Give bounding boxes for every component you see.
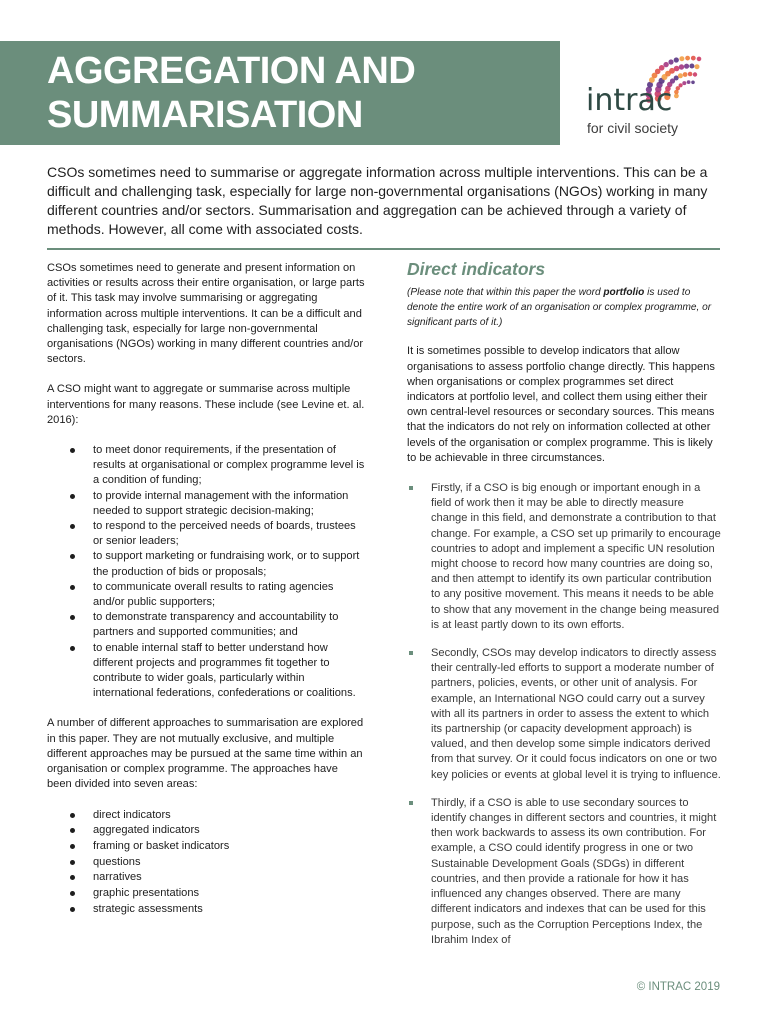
logo-dot <box>695 64 700 69</box>
page-title <box>47 49 415 137</box>
left-column <box>47 261 365 932</box>
logo-dot <box>679 56 684 61</box>
list-item: framing or basket indicators <box>69 839 365 854</box>
list-item: to respond to the perceived needs of boards, trustees or senior leaders; <box>69 519 365 549</box>
left-paragraph: A number of different approaches to summarisation are explored in this paper. They are not mutually exclusive, and multiple different approaches may be pursued at the same time within an organisation or complex programme. The approaches have been divided into seven areas: <box>47 717 364 791</box>
circumstances-list <box>407 481 723 948</box>
list-item: questions <box>69 855 365 870</box>
logo-dot <box>689 64 694 69</box>
right-paragraph: It is sometimes possible to develop indicators that allow organisations to assess portfolio change directly. This happens when organisations or complex programmes set direct indicators at portfolio level, and collect them using either their own central-level resources or secondary sources. This means that the indicators do not rely on information collected at other levels of the organisation or complex programme. This is likely to be achievable in three circumstances. <box>407 345 715 464</box>
logo-dot <box>678 73 683 78</box>
logo-dot <box>659 65 665 71</box>
left-paragraph: CSOs sometimes need to generate and present information on activities or results across their entire organisation, or large parts of it. This task may involve summarising or aggregating information across multiple interventions. It can be a difficult and challenging task, especially for large non-governmental organisations (NGOs) working in many different countries and/or sectors. <box>47 262 365 366</box>
logo-dot <box>691 81 695 85</box>
page-title-line1: AGGREGATION AND <box>47 50 416 92</box>
list-item: to provide internal management with the information needed to support strategic decision-making; <box>69 489 365 519</box>
intrac-logo <box>586 48 726 144</box>
logo-dot <box>668 59 673 64</box>
logo-tagline: for civil society <box>587 120 679 136</box>
logo-dot <box>674 57 679 62</box>
logo-dot <box>679 83 683 87</box>
note-bold-term: portfolio <box>603 287 645 298</box>
note-text: (Please note that within this paper the word <box>407 287 604 298</box>
logo-dot <box>691 56 696 61</box>
section-heading: Direct indicators <box>407 259 546 279</box>
list-item: Firstly, if a CSO is big enough or important enough in a field of work then it may be able to directly measure change in this field, and demonstrate a contribution to that change. For example, a CSO set up primarily to encourage countries to adopt and implement a specific UN resolution might choose to record how many countries are doing so, and then attempt to identify its own particular contribution to any positive movement. This means it needs to be able to show that any movement in the change being measured is at least partly down to its own efforts. <box>407 481 723 633</box>
list-item: to communicate overall results to rating agencies and/or public supporters; <box>69 580 365 610</box>
list-item: to meet donor requirements, if the presentation of results at organisational or complex programme level is a condition of funding; <box>69 443 365 489</box>
list-item: aggregated indicators <box>69 823 365 838</box>
list-item: direct indicators <box>69 808 365 823</box>
list-item: strategic assessments <box>69 902 365 917</box>
copyright-footer: © INTRAC 2019 <box>636 981 720 993</box>
list-item: Thirdly, if a CSO is able to use secondary sources to identify changes in different sectors and countries, it might then work backwards to assess its own contribution. For example, a CSO could identify progress in one or two Sustainable Development Goals (SDGs) in different countries, and then provide a rationale for how it has influenced any changes observed. There are many different indicators and indexes that can be used for this purpose, such as the Corruption Perceptions Index, the Ibrahim Index of <box>407 796 723 948</box>
note-text: is used to denote the entire work of an organisation or complex programme, or significant parts of it.) <box>407 287 712 328</box>
approaches-list <box>69 808 365 917</box>
logo-dot <box>663 62 668 67</box>
portfolio-note <box>407 286 723 330</box>
logo-dot <box>682 81 686 85</box>
divider <box>47 248 720 250</box>
list-item: Secondly, CSOs may develop indicators to directly assess their centrally-led efforts to support a moderate number of partners, policies, events, or other unit of analysis. For example, an International NGO could carry out a survey with all its partners in order to assess the extent to which its partnership (or capacity development approach) is valued, and then develop some simple indicators derived from that survey. Or it could focus indicators on one or two key policies or events at global level it is trying to influence. <box>407 646 723 783</box>
list-item: to demonstrate transparency and accountability to partners and supported communities; and <box>69 610 365 640</box>
logo-dot <box>688 72 693 77</box>
logo-wordmark: intrac <box>586 83 673 118</box>
right-column <box>407 258 723 961</box>
logo-dot <box>685 56 690 61</box>
intro-paragraph: CSOs sometimes need to summarise or aggregate information across multiple interventions. This can be a difficult and challenging task, especially for large non-governmental organisations (NGOs) working in many different countries and/or sectors. Summarisation and aggregation can be achieved through a variety of methods. However, all come with associated costs. <box>47 164 708 237</box>
list-item: graphic presentations <box>69 886 365 901</box>
title-banner <box>0 41 560 145</box>
logo-dot <box>674 66 680 72</box>
logo-dot <box>687 80 691 84</box>
logo-dot <box>683 72 688 77</box>
logo-dot <box>697 57 702 62</box>
logo-dot <box>693 72 697 76</box>
list-item: to enable internal staff to better understand how different projects and programmes fit together to contribute to wider goals, particularly within international federations, confederations or coalitions. <box>69 641 365 702</box>
logo-dot <box>684 64 689 69</box>
logo-dot <box>679 64 684 69</box>
list-item: to support marketing or fundraising work, or to support the production of bids or proposals; <box>69 549 365 579</box>
reasons-list <box>69 443 365 701</box>
list-item: narratives <box>69 870 365 885</box>
left-paragraph: A CSO might want to aggregate or summarise across multiple interventions for many reasons. These include (see Levine et. al. 2016): <box>47 383 365 426</box>
page-title-line2: SUMMARISATION <box>47 94 363 136</box>
